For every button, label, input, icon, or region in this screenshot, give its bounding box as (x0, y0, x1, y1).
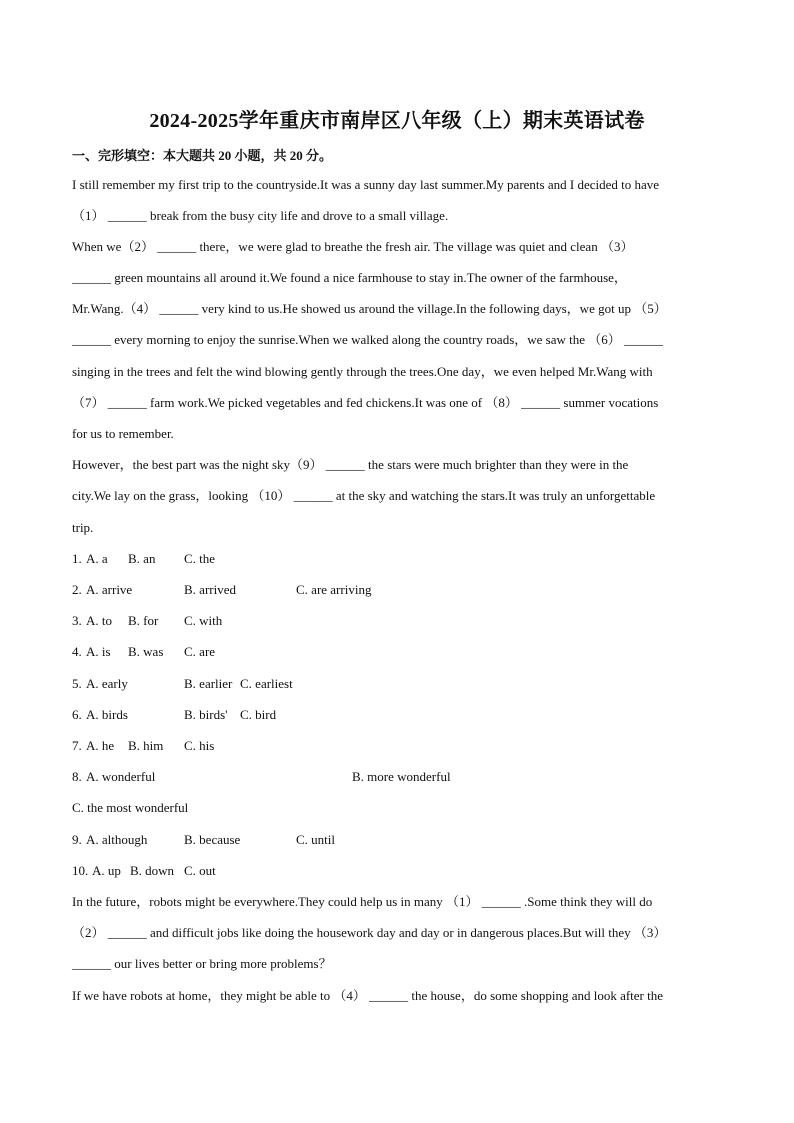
option-b: B. for (128, 613, 159, 628)
question-number: 2. (72, 582, 82, 597)
option-a: A. is (86, 644, 111, 659)
passage-line: In the future，robots might be everywhere.They could help us in many （1） ______ .Some think they will do (72, 894, 653, 909)
question-number: 3. (72, 613, 82, 628)
option-a: A. although (86, 832, 148, 847)
option-c: C. his (184, 738, 215, 753)
option-b: B. arrived (184, 582, 236, 597)
option-a: A. he (86, 738, 115, 753)
passage-line: city.We lay on the grass，looking （10） ______ at the sky and watching the stars.It was truly an unforgettable (72, 488, 656, 503)
option-b: B. birds' (184, 707, 228, 722)
question-number: 4. (72, 644, 82, 659)
option-a: A. early (86, 676, 128, 691)
passage-line: If we have robots at home，they might be able to （4） ______ the house，do some shopping and look after the (72, 988, 664, 1003)
passage-line: （2） ______ and difficult jobs like doing the housework day and day or in dangerous places.But will they （3） (72, 925, 667, 940)
question-number: 10. (72, 863, 89, 878)
option-a: A. birds (86, 707, 128, 722)
option-c: C. the most wonderful (72, 800, 189, 815)
option-b: B. more wonderful (352, 769, 451, 784)
question-number: 5. (72, 676, 82, 691)
option-b: B. earlier (184, 676, 233, 691)
question-number: 6. (72, 707, 82, 722)
exam-title: 2024-2025学年重庆市南岸区八年级（上）期末英语试卷 (149, 110, 645, 132)
passage-line: trip. (72, 520, 94, 535)
question-number: 9. (72, 832, 82, 847)
option-c: C. bird (240, 707, 277, 722)
section-heading: 一、完形填空：本大题共 20 小题，共 20 分。 (72, 148, 333, 163)
option-c: C. the (184, 551, 216, 566)
passage-line: ______ green mountains all around it.We found a nice farmhouse to stay in.The owner of the farmhouse， (72, 270, 627, 285)
passage-line: （1） ______ break from the busy city life and drove to a small village. (72, 208, 449, 223)
passage-line: I still remember my first trip to the countryside.It was a sunny day last summer.My parents and I decided to have (72, 177, 660, 192)
passage-line: However，the best part was the night sky（9） ______ the stars were much brighter than they were in the (72, 457, 629, 472)
option-b: B. down (130, 863, 175, 878)
option-b: B. was (128, 644, 164, 659)
option-b: B. because (184, 832, 241, 847)
question-number: 7. (72, 738, 82, 753)
passage-line: When we（2） ______ there，we were glad to breathe the fresh air. The village was quiet and clean （3） (72, 239, 634, 254)
passage-line: ______ our lives better or bring more problems？ (72, 956, 332, 971)
passage-line: Mr.Wang.（4） ______ very kind to us.He showed us around the village.In the following days，we got up （5） (72, 301, 667, 316)
option-a: A. wonderful (86, 769, 156, 784)
question-number: 1. (72, 551, 82, 566)
option-a: A. arrive (86, 582, 133, 597)
option-c: C. are (184, 644, 216, 659)
option-c: C. out (184, 863, 216, 878)
passage-line: for us to remember. (72, 426, 174, 441)
option-b: B. him (128, 738, 164, 753)
question-number: 8. (72, 769, 82, 784)
option-a: A. up (92, 863, 121, 878)
option-a: A. a (86, 551, 108, 566)
passage-line: （7） ______ farm work.We picked vegetables and fed chickens.It was one of （8） ______ summer vocations (72, 395, 659, 410)
passage-line: singing in the trees and felt the wind blowing gently through the trees.One day，we even helped Mr.Wang with (72, 364, 653, 379)
option-b: B. an (128, 551, 156, 566)
passage-line: ______ every morning to enjoy the sunrise.When we walked along the country roads，we saw the （6） ______ (72, 332, 664, 347)
option-c: C. with (184, 613, 223, 628)
option-c: C. until (296, 832, 336, 847)
option-c: C. earliest (240, 676, 293, 691)
option-a: A. to (86, 613, 112, 628)
option-c: C. are arriving (296, 582, 372, 597)
